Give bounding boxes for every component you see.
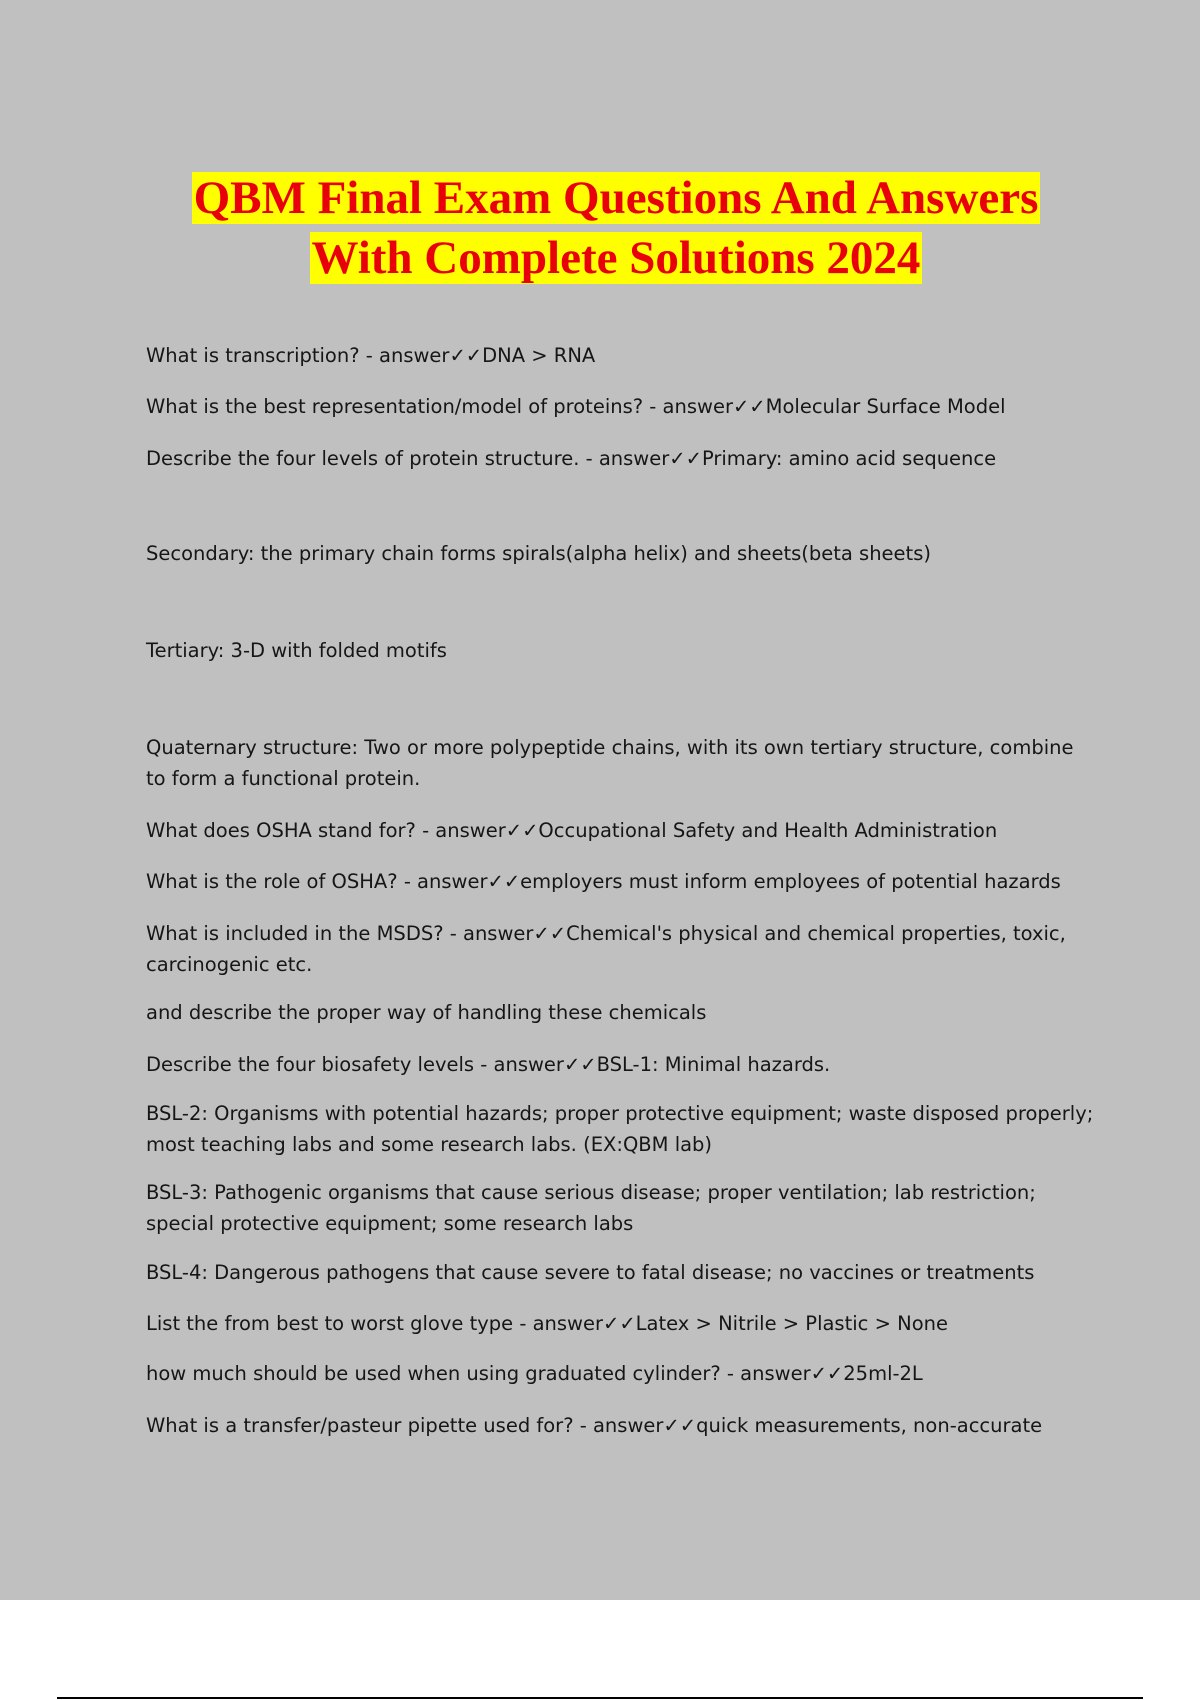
qa-biosafety-levels: Describe the four biosafety levels - answer✓✓BSL-1: Minimal hazards. bbox=[146, 1053, 831, 1076]
text-quaternary-structure: Quaternary structure: Two or more polypeptide chains, with its own tertiary structure, combine to form a functional protein. bbox=[146, 736, 1074, 790]
qa-transfer-pipette: What is a transfer/pasteur pipette used for? - answer✓✓quick measurements, non-accurate bbox=[146, 1414, 1043, 1437]
qa-graduated-cylinder: how much should be used when using graduated cylinder? - answer✓✓25ml-2L bbox=[146, 1362, 923, 1385]
qa-transcription: What is transcription? - answer✓✓DNA > RNA bbox=[146, 344, 596, 367]
qa-osha-meaning: What does OSHA stand for? - answer✓✓Occupational Safety and Health Administration bbox=[146, 819, 998, 842]
title-line-2: With Complete Solutions 2024 bbox=[311, 232, 921, 284]
text-bsl-3: BSL-3: Pathogenic organisms that cause serious disease; proper ventilation; lab restriction; special protective equipment; some research labs bbox=[146, 1181, 1036, 1235]
text-msds-handling: and describe the proper way of handling these chemicals bbox=[146, 1001, 707, 1024]
qa-protein-structure-levels: Describe the four levels of protein structure. - answer✓✓Primary: amino acid sequence bbox=[146, 447, 997, 470]
footer-rule bbox=[57, 1697, 1143, 1699]
qa-protein-model: What is the best representation/model of proteins? - answer✓✓Molecular Surface Model bbox=[146, 395, 1006, 418]
text-tertiary-structure: Tertiary: 3-D with folded motifs bbox=[146, 639, 447, 662]
text-bsl-2: BSL-2: Organisms with potential hazards; proper protective equipment; waste disposed properly; most teaching labs and some research labs. (EX:QBM lab) bbox=[146, 1102, 1094, 1156]
text-secondary-structure: Secondary: the primary chain forms spirals(alpha helix) and sheets(beta sheets) bbox=[146, 542, 931, 565]
document-title bbox=[0, 168, 1200, 288]
title-line-1: QBM Final Exam Questions And Answers bbox=[193, 172, 1039, 224]
qa-msds-contents: What is included in the MSDS? - answer✓✓Chemical's physical and chemical properties, toxic, carcinogenic etc. bbox=[146, 922, 1066, 976]
text-bsl-4: BSL-4: Dangerous pathogens that cause severe to fatal disease; no vaccines or treatments bbox=[146, 1261, 1035, 1284]
qa-glove-types: List the from best to worst glove type - answer✓✓Latex > Nitrile > Plastic > None bbox=[146, 1312, 948, 1335]
qa-osha-role: What is the role of OSHA? - answer✓✓employers must inform employees of potential hazards bbox=[146, 870, 1061, 893]
